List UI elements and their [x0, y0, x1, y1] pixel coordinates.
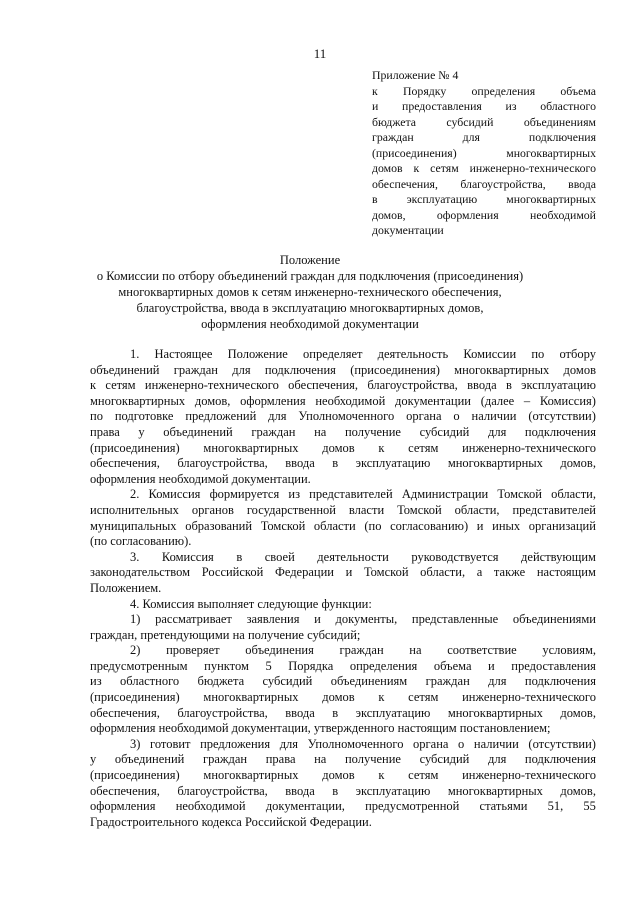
paragraph-line: 4. Комиссия выполняет следующие функции: — [130, 596, 372, 611]
appendix-heading: Приложение № 4 — [372, 68, 459, 82]
paragraph-line: (по согласованию). — [90, 534, 192, 549]
title-heading: Положение — [279, 253, 341, 267]
paragraph-line: Положением. — [90, 580, 162, 595]
paragraph-line: (присоединения) многоквартирных домов к сетям инженерно-технического — [90, 768, 596, 783]
appendix-line: граждан для подключения — [372, 130, 596, 144]
paragraph-line: по подготовке предложений для Уполномоченного органа о наличии (отсутствии) — [90, 409, 596, 424]
paragraph-line: предусмотренным пунктом 5 Порядка определения объема и предоставления — [90, 658, 596, 673]
paragraph-line: 2) проверяет объединения граждан на соответствие условиям, — [130, 643, 596, 658]
paragraph — [90, 487, 596, 549]
paragraph-line: 1) рассматривает заявления и документы, представленные объединениями — [130, 612, 596, 627]
paragraph — [90, 737, 596, 831]
paragraph-line: законодательством Российской Федерации и Томской области, а также настоящим — [90, 565, 596, 580]
paragraph-line: граждан, претендующими на получение субсидий; — [90, 627, 361, 642]
paragraph — [90, 550, 596, 597]
document-title — [90, 252, 530, 332]
appendix-line: и предоставления из областного — [372, 99, 596, 113]
paragraph — [90, 612, 596, 643]
paragraph-line: из областного бюджета субсидий объединениям граждан для подключения — [90, 674, 596, 689]
paragraph-line: обеспечения, благоустройства, ввода в эксплуатацию многоквартирных домов, — [90, 783, 596, 798]
title-line: многоквартирных домов к сетям инженерно-технического обеспечения, — [118, 285, 502, 299]
paragraph-line: муниципальных образований Томской области (по согласованию) и иных организаций — [90, 518, 596, 533]
paragraph-line: обеспечения, благоустройства, ввода в эксплуатацию многоквартирных домов, — [90, 456, 596, 471]
appendix-line: домов к сетям инженерно-технического — [372, 161, 596, 175]
appendix-line: бюджета субсидий объединениям — [372, 114, 596, 129]
paragraph-line: оформления необходимой документации, предусмотренной статьями 51, 55 — [90, 799, 596, 814]
paragraph-line: 3) готовит предложения для Уполномоченного органа о наличии (отсутствии) — [130, 736, 596, 751]
paragraph-line: к сетям инженерно-технического обеспечения, благоустройства, ввода в эксплуатацию — [90, 378, 596, 393]
title-line: о Комиссии по отбору объединений граждан для подключения (присоединения) — [96, 269, 524, 283]
paragraph-line: (присоединения) многоквартирных домов к сетям инженерно-технического — [90, 440, 596, 455]
paragraph-line: 2. Комиссия формируется из представителей Администрации Томской области, — [130, 487, 596, 502]
title-line: оформления необходимой документации — [201, 317, 419, 331]
page-number: 11 — [313, 46, 327, 61]
paragraph-line: 1. Настоящее Положение определяет деятельность Комиссии по отбору — [130, 347, 596, 361]
paragraph-line: (присоединения) многоквартирных домов к сетям инженерно-технического — [90, 690, 596, 705]
paragraph-line: у объединений граждан права на получение субсидий для подключения — [90, 752, 596, 767]
appendix-line: документации — [372, 223, 444, 237]
appendix-line: (присоединения) многоквартирных — [372, 145, 596, 160]
paragraph-line: Градостроительного кодекса Российской Федерации. — [90, 814, 372, 829]
appendix-block — [372, 68, 596, 239]
paragraph-line: многоквартирных домов, оформления необходимой документации (далее – Комиссия) — [90, 393, 596, 408]
document-body — [90, 347, 596, 830]
paragraph-line: объединений граждан для подключения (присоединения) многоквартирных домов — [90, 362, 596, 377]
title-line: благоустройства, ввода в эксплуатацию многоквартирных домов, — [136, 301, 484, 315]
appendix-line: домов, оформления необходимой — [372, 207, 596, 222]
paragraph — [90, 597, 596, 613]
paragraph — [90, 347, 596, 487]
paragraph-line: оформления необходимой документации, утвержденного настоящим постановлением; — [90, 721, 551, 736]
paragraph-line: 3. Комиссия в своей деятельности руководствуется действующим — [130, 549, 596, 564]
appendix-text — [372, 84, 596, 239]
paragraph-line: права у объединений граждан на получение субсидий для подключения — [90, 424, 596, 439]
appendix-line: к Порядку определения объема — [372, 83, 596, 98]
paragraph-line: обеспечения, благоустройства, ввода в эксплуатацию многоквартирных домов, — [90, 705, 596, 720]
appendix-line: обеспечения, благоустройства, ввода — [372, 176, 596, 191]
paragraph-line: оформления необходимой документации. — [90, 471, 311, 486]
paragraph — [90, 643, 596, 737]
paragraph-line: исполнительных органов государственной власти Томской области, представителей — [90, 502, 596, 517]
appendix-line: в эксплуатацию многоквартирных — [372, 192, 596, 206]
